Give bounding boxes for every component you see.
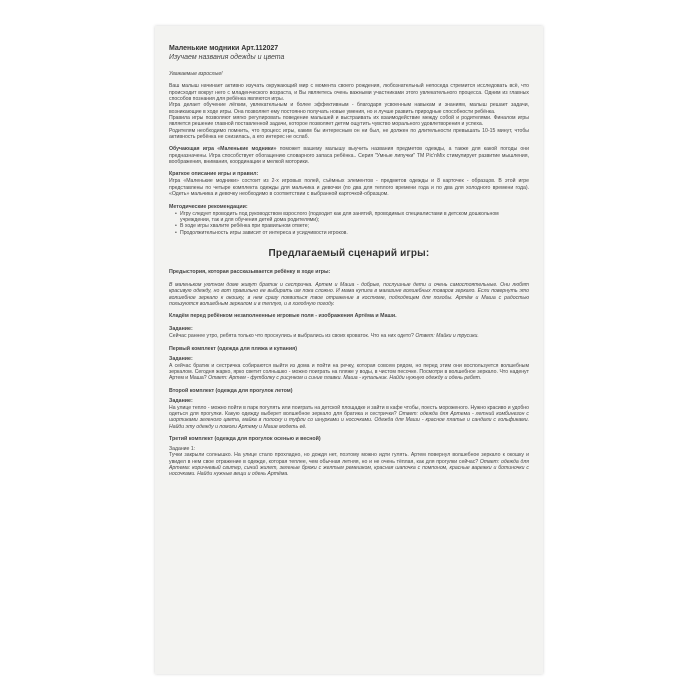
prehistory-text: В маленьком уютном доме живут братик и сестричка. Артем и Маша - добрые, послушные дети и очень самостоятельные. Они любят красивую одежду, но вот правильно ее выбирать им пока сложно. И мама купила в магазине волшебных товаров зеркало. Если повернуть это волшебное зеркало к окошку, в нем сразу появиться твое отражение в костюме, подходящем для погоды. Артём и Маша с радостью пользуются волшебным зеркалом и в теплую, и в холодную погоду. — [169, 281, 529, 307]
list-item: • Игру следует проводить под руководством взрослого (подходит как для занятий, проводимых специалистами в детском дошкольном учреждении, так и для обучения детей дома родителями); — [175, 211, 529, 224]
task-answer: Майки и трусики. — [436, 333, 479, 340]
edu-paragraph — [169, 146, 529, 165]
task-answer: Артем - футболку с рисунком и синие плавки. Маша - купальник. Найди нужную одежду и одень ребят. — [228, 375, 482, 382]
set-heading: Второй комплект (одежда для прогулок летом) — [169, 387, 293, 394]
edu-lead: Обучающая игра «Маленькие модники» — [169, 146, 277, 153]
prehistory-heading: Предыстория, которая рассказывается ребёнку в ходе игры: — [169, 268, 331, 275]
task-question: Тучки закрыли солнышко. На улице стало прохладно, но дождя нет, поэтому можно идти гулять. Артем повернул волшебное зеркало к окошку и увидел в нем свое отражение в одежде, которая теплее, чем обычная летняя, но и не очень тёплая, как для прогулки сейчас? — [169, 452, 529, 465]
product-title: Маленькие модники Арт.112027 — [169, 45, 279, 52]
set-heading: Первый комплект (одежда для пляжа и купания) — [169, 345, 297, 352]
task-label: Задание: — [169, 355, 193, 362]
task-text — [169, 452, 529, 477]
intro-paragraph: Ваш малыш начинает активно изучать окружающий мир с момента своего рождения, любознательный непоседа стремится исследовать всё, что происходит вокруг него с младенческого возраста, и Вы являетесь очень важными участниками этого увлекательного процесса. Одним из главных способов познания для ребёнка являются игры. — [169, 83, 529, 103]
task-question: На улице тепло - можно пойти в парк погулять или поиграть на детской площадке и зайти в кафе чтобы, поесть мороженого. Нужно красиво и удобно одеться для прогулки. Какую одежду выберет волшебное зеркало для братика и сестрички? — [169, 404, 529, 417]
methods-list — [169, 211, 529, 236]
task-text — [169, 333, 529, 339]
intro-paragraph: Правила игры позволяют мягко регулировать поведение малышей и выстраивать их взаимодействие между собой и родителями. Финалом игры является решение главной поставленной задачи, которое позволяет детям ощутить чувство морального удовлетворения и успеха. — [169, 115, 529, 128]
list-item: • Продолжительность игры зависит от интереса и усидчивости игроков. — [175, 230, 529, 236]
answer-label: Ответ: — [398, 410, 418, 417]
list-item: • В ходе игры хвалите ребёнка при правильном ответе; — [175, 223, 529, 229]
answer-label: Ответ: — [479, 458, 500, 465]
task-answer: одежда для Артема: коричневый свитер, синий жилет, зеленые брюки с желтым ремешком, красная шапочка с помпоном, красные варежки и ботиночки с носочками. Найди нужные вещи и одень Артёма. — [169, 458, 529, 478]
intro-paragraph: Родителям необходимо помнить, что процесс игры, каким бы интересным он ни был, не должен по длительности превышать 10-15 минут, чтобы активность ребёнка не снизилась, а его интерес не ослаб. — [169, 127, 529, 141]
task-label: Задание: — [169, 326, 193, 333]
answer-label: Ответ: — [208, 375, 228, 382]
set-heading: Третий комплект (одежда для прогулок осенью и весной) — [169, 436, 321, 442]
task-question: А сейчас братик и сестричка собираются выйти из дома и пойти на речку, которая совсем рядом, но перед этим они воспользуется волшебным зеркалом. Сегодня жарко, ярко светит солнышко - можно поиграть на пляже у воды, в чистом песочке. Посмотри в волшебное зеркало. Что наденут Артем и Маша? — [169, 362, 529, 382]
greeting: Уважаемые взрослые! — [169, 71, 223, 77]
scenario-heading: Предлагаемый сценарий игры: — [268, 247, 430, 259]
task-question: Сейчас раннее утро, ребята только что проснулись и выбрались из своих кроваток. Что на них одето? — [169, 333, 414, 340]
task-label: Задание 1: — [169, 446, 196, 452]
lay-out-instruction: Кладём перед ребёнком незаполненные игровые поля - изображения Артёма и Маши. — [169, 313, 397, 320]
instruction-sheet — [155, 26, 543, 674]
product-subtitle: Изучаем названия одежды и цвета — [169, 54, 285, 61]
rules-text: Игра «Маленькие модники» состоит из 2-х игровых полей, съёмных элементов - предметов одежды и 8 карточек - образцов. В этой игре представлены по четыре комплекта одежды для мальчика и девочки (по два для теплого времени года и по два для холодного времени года). «Одеть» мальчика и девочку необходимо в соответствии с выбранной карточкой-образцом. — [169, 178, 529, 198]
answer-label: Ответ: — [415, 333, 435, 340]
rules-heading: Краткое описание игры и правил: — [169, 171, 259, 178]
intro-paragraph: Игра делает обучение лёгким, увлекательным и более эффективным - благодаря усвоенным навыкам и знаниям, малыш решает задачи, возникающие в ходе игры. Она позволяет ему постоянно получать новые умения, но и лучше развить природные способности ребёнка. — [169, 102, 529, 115]
edu-text: поможет вашему малышу выучить названия предметов одежды, а также для какой погоды они предназначены. Игра способствует обогащению словарного запаса ребёнка.. Серия "Умные липучки" TM Pic'nMix стимулирует развитие мышления, воображения, внимания, координации и мелкой моторики. — [169, 146, 529, 166]
methods-heading: Методические рекомендации: — [169, 203, 248, 210]
task-answer: одежда для Артема - летний комбинезон с шортиками зеленого цвета, майка в полоску и туфли со шнурками и носочками. Одежда для Маши - красное платье и сандали с гольфиками. Найди эту одежду и помоги Артему и Маше модеть её. — [169, 410, 529, 430]
task-text — [169, 405, 529, 430]
task-label: Задание: — [169, 397, 193, 404]
task-text — [169, 363, 529, 382]
